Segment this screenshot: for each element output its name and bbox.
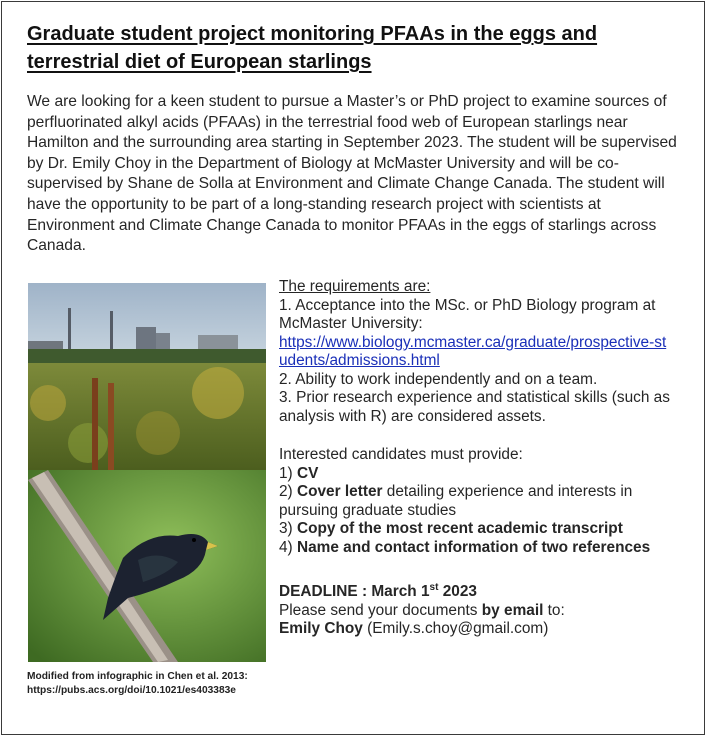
contact-name: Emily Choy xyxy=(279,620,363,638)
photo-caption xyxy=(27,670,277,698)
requirements-heading: The requirements are: xyxy=(279,278,431,295)
send-instructions: Please send your documents by email to: xyxy=(279,601,565,619)
european-starling-photo xyxy=(28,470,266,662)
industrial-field-photo xyxy=(28,283,266,470)
requirement-1: 1. Acceptance into the MSc. or PhD Biology program at McMaster University: xyxy=(279,296,656,332)
poster-title: Graduate student project monitoring PFAAs in the eggs and terrestrial diet of European starlings xyxy=(27,23,598,73)
caption-line-1: Modified from infographic in Chen et al. 2013: xyxy=(27,671,248,682)
contact-line xyxy=(279,620,674,639)
admissions-link[interactable]: https://www.biology.mcmaster.ca/graduate/prospective-students/admissions.html xyxy=(279,333,667,369)
caption-link[interactable]: https://pubs.acs.org/doi/10.1021/es403383e xyxy=(27,685,236,696)
contact-email[interactable]: (Emily.s.choy@gmail.com) xyxy=(367,620,549,638)
intro-paragraph: We are looking for a keen student to pursue a Master’s or PhD project to examine sources of perfluorinated alkyl acids (PFAAs) in the terrestrial food web of European starlings near Hamilton and the surrounding area starting in September 2023. The student will be supervised by Dr. Emily Choy in the Department of Biology at McMaster University and will be co-supervised by Shane de Solla at Environment and Climate Change Canada. The student will have the opportunity to be part of a long-standing research project with scientists at Environment and Climate Change Canada to monitor PFAAs in the eggs of starlings across Canada. xyxy=(27,93,677,255)
candidate-item-2: 2) Cover letter detailing experience and interests in pursuing graduate studies xyxy=(279,483,633,519)
candidates-heading: Interested candidates must provide: xyxy=(279,446,523,463)
candidate-item-3: 3) Copy of the most recent academic transcript xyxy=(279,520,623,537)
candidate-item-1: 1) CV xyxy=(279,464,319,482)
candidate-item-4: 4) Name and contact information of two references xyxy=(279,538,651,556)
deadline: DEADLINE : March 1st 2023 xyxy=(279,582,477,601)
requirement-3: 3. Prior research experience and statistical skills (such as analysis with R) are considered assets. xyxy=(279,389,670,425)
details-column xyxy=(279,278,674,639)
requirement-2: 2. Ability to work independently and on a team. xyxy=(279,370,598,388)
